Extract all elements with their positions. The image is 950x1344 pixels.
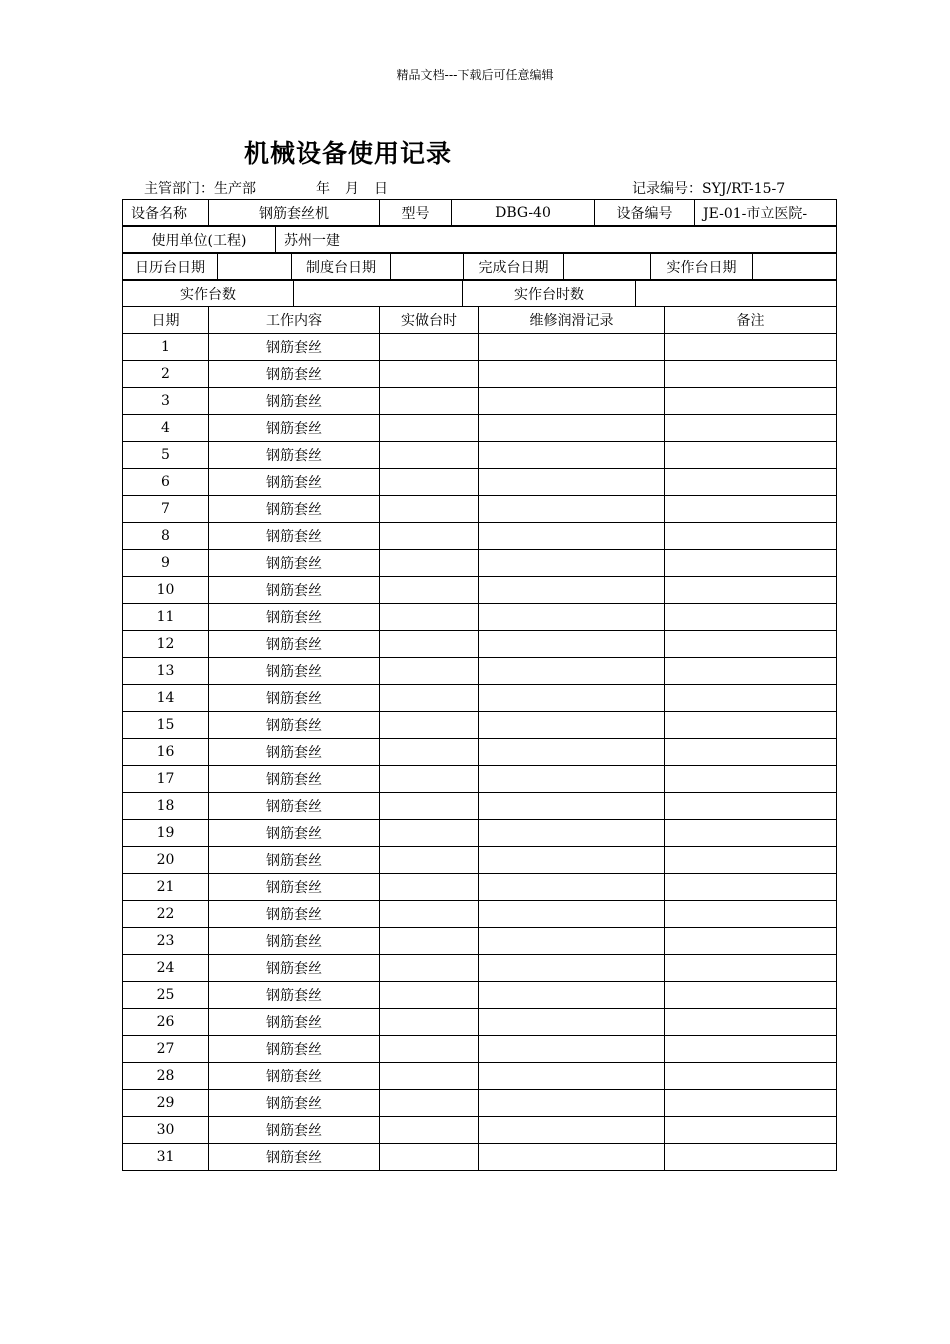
table-row [123, 685, 837, 712]
row-work-content: 钢筋套丝 [209, 388, 380, 415]
row-remarks[interactable] [665, 1090, 837, 1117]
table-row [123, 658, 837, 685]
table-row [123, 334, 837, 361]
row-remarks[interactable] [665, 442, 837, 469]
row-maintenance-record[interactable] [479, 712, 665, 739]
row-actual-hours[interactable] [380, 415, 479, 442]
table-row [123, 1063, 837, 1090]
row-day: 18 [123, 793, 209, 820]
row-work-content: 钢筋套丝 [209, 631, 380, 658]
row-maintenance-record[interactable] [479, 415, 665, 442]
counts-row [122, 280, 837, 307]
row-work-content: 钢筋套丝 [209, 334, 380, 361]
row-actual-hours[interactable] [380, 1036, 479, 1063]
row-maintenance-record[interactable] [479, 1063, 665, 1090]
watermark-text: 精品文档---下载后可任意编辑 [396, 68, 554, 82]
row-day: 28 [123, 1063, 209, 1090]
row-actual-hours[interactable] [380, 577, 479, 604]
row-remarks[interactable] [665, 982, 837, 1009]
row-actual-hours[interactable] [380, 982, 479, 1009]
row-actual-hours[interactable] [380, 847, 479, 874]
table-row [123, 820, 837, 847]
row-work-content: 钢筋套丝 [209, 1063, 380, 1090]
row-remarks[interactable] [665, 847, 837, 874]
table-row [123, 496, 837, 523]
row-actual-hours[interactable] [380, 793, 479, 820]
table-row [123, 415, 837, 442]
row-work-content: 钢筋套丝 [209, 685, 380, 712]
equipment-name-value[interactable]: 钢筋套丝机 [209, 200, 380, 226]
complete-date-value[interactable] [564, 254, 651, 280]
table-row [123, 550, 837, 577]
table-row [123, 523, 837, 550]
row-work-content: 钢筋套丝 [209, 658, 380, 685]
row-day: 24 [123, 955, 209, 982]
table-row [123, 712, 837, 739]
row-maintenance-record[interactable] [479, 1117, 665, 1144]
unit-row [122, 226, 837, 253]
row-day: 14 [123, 685, 209, 712]
row-maintenance-record[interactable] [479, 685, 665, 712]
user-unit-label: 使用单位(工程) [123, 227, 276, 253]
row-actual-hours[interactable] [380, 523, 479, 550]
row-day: 20 [123, 847, 209, 874]
row-work-content: 钢筋套丝 [209, 1036, 380, 1063]
row-maintenance-record[interactable] [479, 928, 665, 955]
column-header: 日期 [123, 307, 209, 334]
row-work-content: 钢筋套丝 [209, 982, 380, 1009]
page-title: 机械设备使用记录 [244, 139, 453, 168]
record-number: 记录编号：SYJ/RT-15-7 [632, 181, 786, 197]
row-day: 5 [123, 442, 209, 469]
actual-date-label: 实作台日期 [651, 254, 753, 280]
row-maintenance-record[interactable] [479, 361, 665, 388]
row-day: 30 [123, 1117, 209, 1144]
row-maintenance-record[interactable] [479, 793, 665, 820]
user-unit-value[interactable]: 苏州一建 [276, 227, 837, 253]
row-maintenance-record[interactable] [479, 820, 665, 847]
table-row [123, 604, 837, 631]
row-work-content: 钢筋套丝 [209, 496, 380, 523]
row-actual-hours[interactable] [380, 1090, 479, 1117]
row-remarks[interactable] [665, 955, 837, 982]
row-remarks[interactable] [665, 604, 837, 631]
table-header-row [123, 307, 837, 334]
row-work-content: 钢筋套丝 [209, 712, 380, 739]
row-day: 7 [123, 496, 209, 523]
row-remarks[interactable] [665, 1117, 837, 1144]
row-day: 15 [123, 712, 209, 739]
system-date-value[interactable] [391, 254, 464, 280]
row-work-content: 钢筋套丝 [209, 415, 380, 442]
row-remarks[interactable] [665, 928, 837, 955]
table-row [123, 1117, 837, 1144]
row-maintenance-record[interactable] [479, 982, 665, 1009]
row-remarks[interactable] [665, 523, 837, 550]
row-actual-hours[interactable] [380, 955, 479, 982]
row-remarks[interactable] [665, 658, 837, 685]
column-header: 维修润滑记录 [479, 307, 665, 334]
table-row [123, 1090, 837, 1117]
row-actual-hours[interactable] [380, 928, 479, 955]
row-maintenance-record[interactable] [479, 469, 665, 496]
row-remarks[interactable] [665, 820, 837, 847]
row-remarks[interactable] [665, 550, 837, 577]
row-remarks[interactable] [665, 712, 837, 739]
row-day: 12 [123, 631, 209, 658]
row-maintenance-record[interactable] [479, 1036, 665, 1063]
table-row [123, 1036, 837, 1063]
row-remarks[interactable] [665, 1036, 837, 1063]
table-row [123, 577, 837, 604]
row-maintenance-record[interactable] [479, 955, 665, 982]
row-actual-hours[interactable] [380, 901, 479, 928]
row-work-content: 钢筋套丝 [209, 523, 380, 550]
column-header: 实做台时 [380, 307, 479, 334]
row-actual-hours[interactable] [380, 388, 479, 415]
row-maintenance-record[interactable] [479, 631, 665, 658]
date-day-label: 日 [374, 181, 388, 197]
table-row [123, 739, 837, 766]
date-year-label: 年 [316, 181, 330, 197]
row-remarks[interactable] [665, 388, 837, 415]
row-remarks[interactable] [665, 901, 837, 928]
row-remarks[interactable] [665, 334, 837, 361]
row-work-content: 钢筋套丝 [209, 874, 380, 901]
model-value[interactable]: DBG-40 [452, 200, 595, 226]
row-maintenance-record[interactable] [479, 550, 665, 577]
table-row [123, 1144, 837, 1171]
row-work-content: 钢筋套丝 [209, 1090, 380, 1117]
row-remarks[interactable] [665, 766, 837, 793]
table-row [123, 901, 837, 928]
row-day: 17 [123, 766, 209, 793]
row-day: 9 [123, 550, 209, 577]
row-maintenance-record[interactable] [479, 388, 665, 415]
row-actual-hours[interactable] [380, 550, 479, 577]
row-day: 6 [123, 469, 209, 496]
row-actual-hours[interactable] [380, 496, 479, 523]
calendar-date-label: 日历台日期 [123, 254, 218, 280]
row-actual-hours[interactable] [380, 820, 479, 847]
dates-row [122, 253, 837, 280]
row-maintenance-record[interactable] [479, 523, 665, 550]
row-day: 4 [123, 415, 209, 442]
actual-count-value[interactable] [294, 281, 463, 307]
row-remarks[interactable] [665, 1063, 837, 1090]
row-remarks[interactable] [665, 415, 837, 442]
actual-hours-label: 实作台时数 [463, 281, 636, 307]
department-label: 主管部门：生产部 [144, 181, 256, 197]
row-actual-hours[interactable] [380, 685, 479, 712]
row-actual-hours[interactable] [380, 631, 479, 658]
row-maintenance-record[interactable] [479, 847, 665, 874]
table-row [123, 874, 837, 901]
row-work-content: 钢筋套丝 [209, 847, 380, 874]
row-day: 26 [123, 1009, 209, 1036]
row-work-content: 钢筋套丝 [209, 820, 380, 847]
row-maintenance-record[interactable] [479, 1144, 665, 1171]
equipment-info-row [122, 199, 837, 226]
row-day: 10 [123, 577, 209, 604]
row-actual-hours[interactable] [380, 739, 479, 766]
row-work-content: 钢筋套丝 [209, 442, 380, 469]
row-maintenance-record[interactable] [479, 901, 665, 928]
row-actual-hours[interactable] [380, 1117, 479, 1144]
row-work-content: 钢筋套丝 [209, 1144, 380, 1171]
table-row [123, 766, 837, 793]
row-work-content: 钢筋套丝 [209, 361, 380, 388]
actual-hours-value[interactable] [636, 281, 837, 307]
row-actual-hours[interactable] [380, 442, 479, 469]
row-work-content: 钢筋套丝 [209, 793, 380, 820]
row-day: 19 [123, 820, 209, 847]
calendar-date-value[interactable] [218, 254, 292, 280]
row-maintenance-record[interactable] [479, 766, 665, 793]
equipment-code-value[interactable]: JE-01-市立医院- [695, 200, 837, 226]
row-actual-hours[interactable] [380, 712, 479, 739]
table-row [123, 982, 837, 1009]
row-actual-hours[interactable] [380, 469, 479, 496]
row-actual-hours[interactable] [380, 334, 479, 361]
equipment-code-label: 设备编号 [595, 200, 695, 226]
row-actual-hours[interactable] [380, 1063, 479, 1090]
row-day: 16 [123, 739, 209, 766]
row-day: 31 [123, 1144, 209, 1171]
row-work-content: 钢筋套丝 [209, 1117, 380, 1144]
row-maintenance-record[interactable] [479, 334, 665, 361]
row-work-content: 钢筋套丝 [209, 469, 380, 496]
row-day: 1 [123, 334, 209, 361]
date-month-label: 月 [345, 181, 359, 197]
table-row [123, 469, 837, 496]
row-remarks[interactable] [665, 577, 837, 604]
row-remarks[interactable] [665, 739, 837, 766]
table-row [123, 1009, 837, 1036]
row-work-content: 钢筋套丝 [209, 1009, 380, 1036]
row-work-content: 钢筋套丝 [209, 739, 380, 766]
usage-log-table [122, 306, 837, 1171]
row-work-content: 钢筋套丝 [209, 550, 380, 577]
row-maintenance-record[interactable] [479, 442, 665, 469]
row-remarks[interactable] [665, 496, 837, 523]
row-actual-hours[interactable] [380, 766, 479, 793]
row-maintenance-record[interactable] [479, 577, 665, 604]
row-work-content: 钢筋套丝 [209, 955, 380, 982]
table-row [123, 793, 837, 820]
row-actual-hours[interactable] [380, 1009, 479, 1036]
row-maintenance-record[interactable] [479, 1090, 665, 1117]
row-day: 25 [123, 982, 209, 1009]
row-remarks[interactable] [665, 631, 837, 658]
row-day: 29 [123, 1090, 209, 1117]
row-work-content: 钢筋套丝 [209, 928, 380, 955]
row-work-content: 钢筋套丝 [209, 766, 380, 793]
table-row [123, 442, 837, 469]
row-maintenance-record[interactable] [479, 604, 665, 631]
row-remarks[interactable] [665, 793, 837, 820]
row-day: 21 [123, 874, 209, 901]
system-date-label: 制度台日期 [292, 254, 391, 280]
table-row [123, 847, 837, 874]
row-actual-hours[interactable] [380, 874, 479, 901]
row-remarks[interactable] [665, 685, 837, 712]
complete-date-label: 完成台日期 [464, 254, 564, 280]
model-label: 型号 [380, 200, 452, 226]
row-day: 2 [123, 361, 209, 388]
row-day: 11 [123, 604, 209, 631]
actual-count-label: 实作台数 [123, 281, 294, 307]
row-day: 8 [123, 523, 209, 550]
row-day: 3 [123, 388, 209, 415]
row-work-content: 钢筋套丝 [209, 577, 380, 604]
row-remarks[interactable] [665, 1009, 837, 1036]
equipment-name-label: 设备名称 [123, 200, 209, 226]
row-work-content: 钢筋套丝 [209, 604, 380, 631]
row-day: 22 [123, 901, 209, 928]
row-maintenance-record[interactable] [479, 739, 665, 766]
table-row [123, 928, 837, 955]
column-header: 工作内容 [209, 307, 380, 334]
actual-date-value[interactable] [753, 254, 837, 280]
row-actual-hours[interactable] [380, 1144, 479, 1171]
row-remarks[interactable] [665, 361, 837, 388]
row-maintenance-record[interactable] [479, 496, 665, 523]
row-maintenance-record[interactable] [479, 658, 665, 685]
column-header: 备注 [665, 307, 837, 334]
table-row [123, 955, 837, 982]
table-row [123, 631, 837, 658]
row-work-content: 钢筋套丝 [209, 901, 380, 928]
table-row [123, 361, 837, 388]
row-actual-hours[interactable] [380, 361, 479, 388]
table-row [123, 388, 837, 415]
row-remarks[interactable] [665, 874, 837, 901]
row-actual-hours[interactable] [380, 658, 479, 685]
row-day: 27 [123, 1036, 209, 1063]
row-remarks[interactable] [665, 469, 837, 496]
row-actual-hours[interactable] [380, 604, 479, 631]
row-day: 23 [123, 928, 209, 955]
row-maintenance-record[interactable] [479, 1009, 665, 1036]
row-maintenance-record[interactable] [479, 874, 665, 901]
row-day: 13 [123, 658, 209, 685]
row-remarks[interactable] [665, 1144, 837, 1171]
